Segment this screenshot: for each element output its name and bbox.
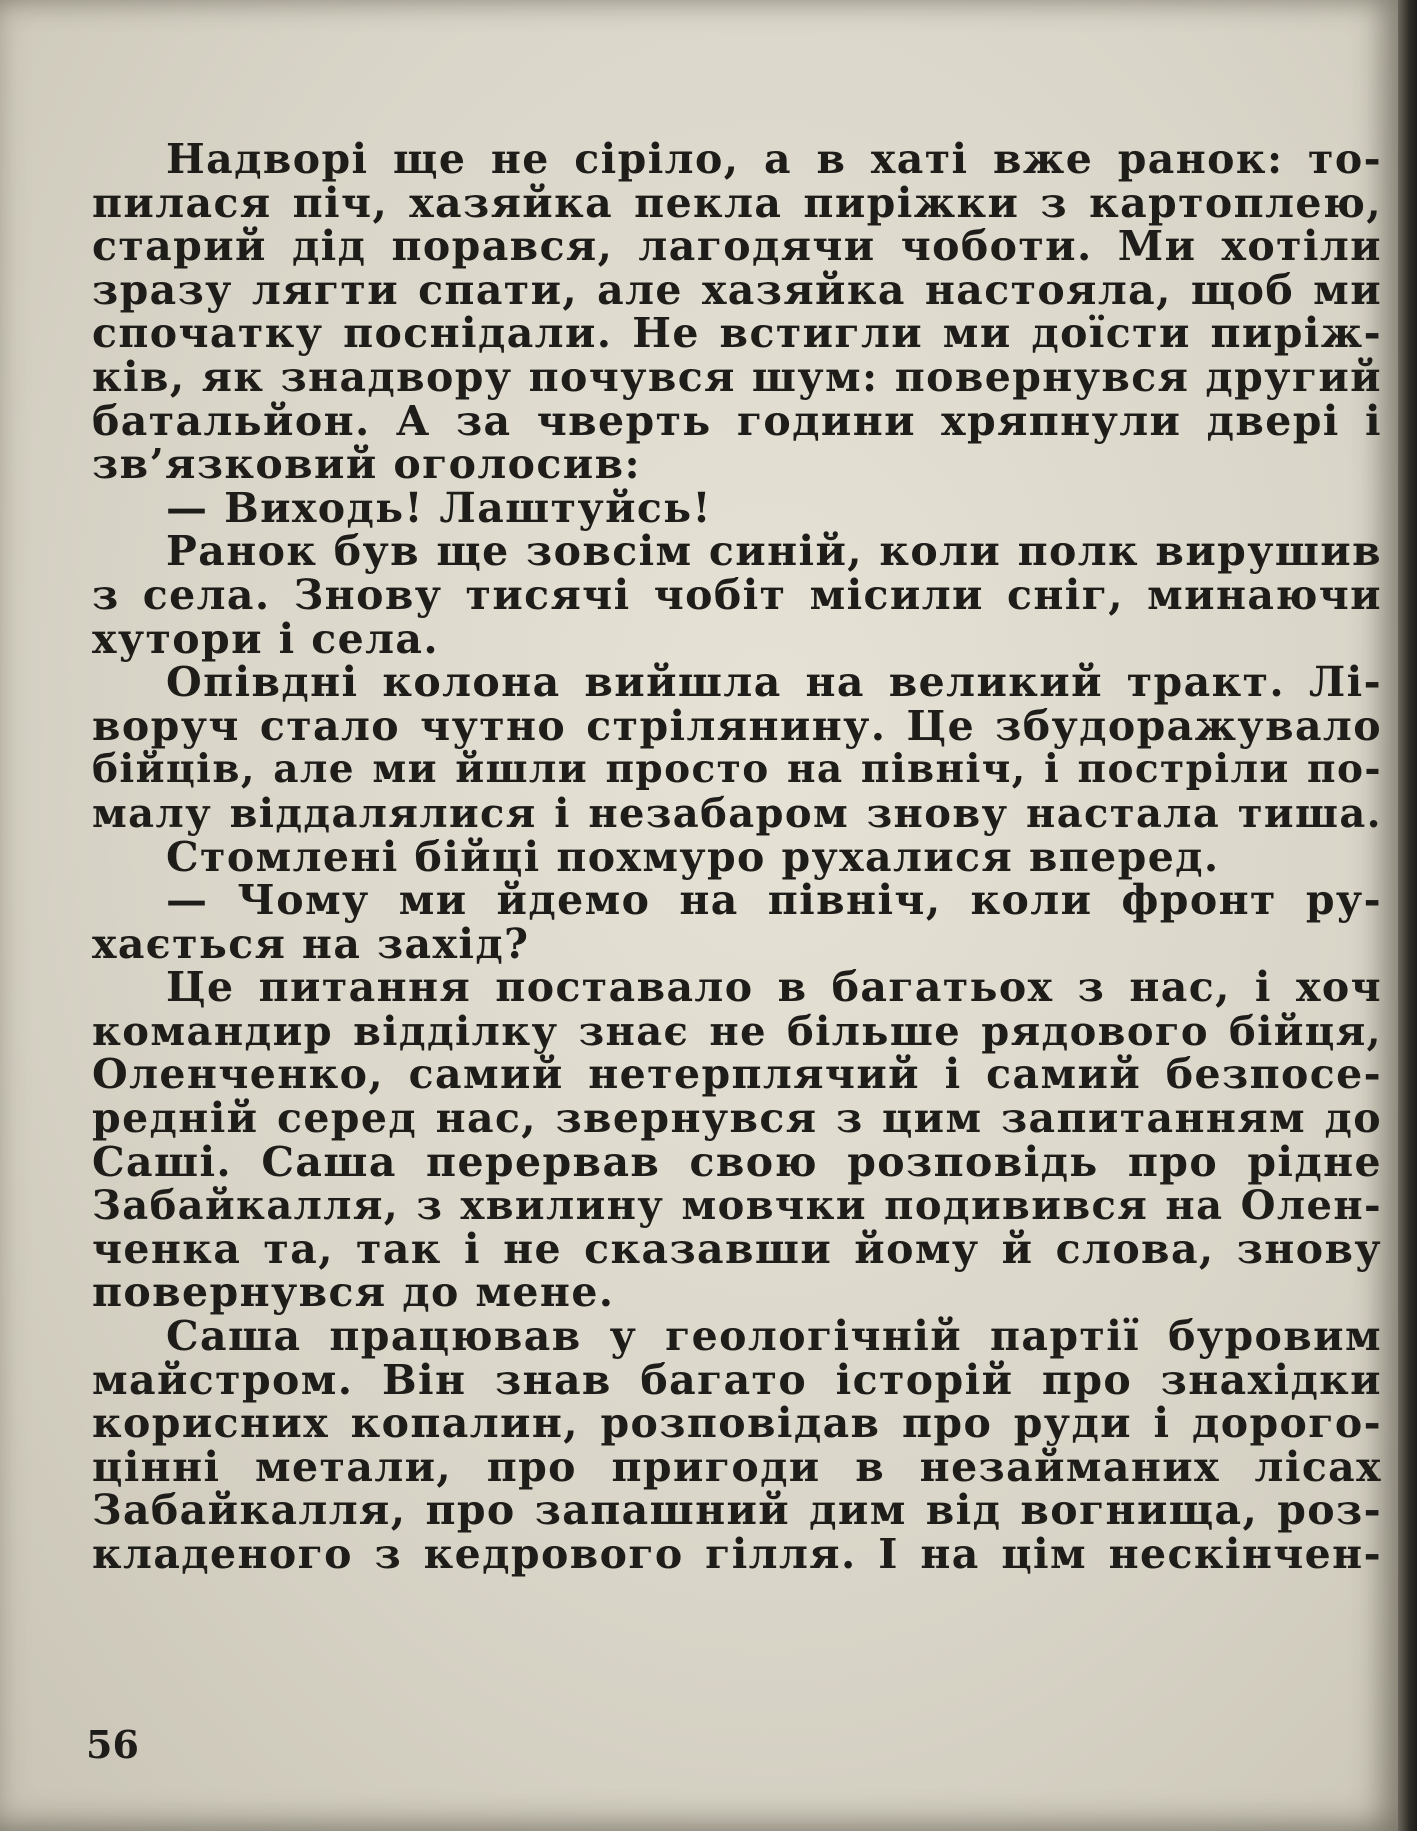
text-line: спочатку поснідали. Не встигли ми доїсти пиріж- bbox=[92, 309, 1382, 358]
text-line: старий дід порався, лагодячи чоботи. Ми хотіли bbox=[92, 222, 1382, 271]
text-line: майстром. Він знав багато історій про знахідки bbox=[92, 1355, 1382, 1404]
text-line: ченка та, так і не сказавши йому й слова, знову bbox=[92, 1224, 1382, 1273]
text-line: Оленченко, самий нетерплячий і самий безпосе- bbox=[92, 1050, 1382, 1099]
text-line: зв’язковий оголосив: bbox=[92, 440, 641, 489]
text-line: — Чому ми йдемо на північ, коли фронт ру- bbox=[166, 876, 1382, 925]
text-line: повернувся до мене. bbox=[92, 1268, 615, 1317]
text-line: пилася піч, хазяйка пекла пиріжки з картоплею, bbox=[92, 178, 1382, 227]
text-line: хається на захід? bbox=[92, 919, 530, 968]
text-line: воруч стало чутно стрілянину. Це збудоражувало bbox=[92, 701, 1382, 750]
text-line: — Виходь! Лаштуйсь! bbox=[166, 483, 712, 532]
text-line: з села. Знову тисячі чобіт місили сніг, минаючи bbox=[92, 570, 1382, 619]
text-line: зразу лягти спати, але хазяйка настояла, щоб ми bbox=[92, 265, 1382, 314]
text-line: Надворі ще не сіріло, а в хаті вже ранок: то- bbox=[166, 135, 1382, 183]
text-line: Забайкалля, про запашний дим від вогнища, роз- bbox=[92, 1486, 1382, 1535]
text-line: корисних копалин, розповідав про руди і дорого- bbox=[92, 1399, 1382, 1448]
text-line: Саші. Саша перервав свою розповідь про рідне bbox=[92, 1137, 1382, 1186]
page-number: 56 bbox=[86, 1722, 139, 1767]
text-line: малу віддалялися і незабаром знову настала тиша. bbox=[92, 789, 1382, 837]
text-line: редній серед нас, звернувся з цим запитанням до bbox=[92, 1094, 1382, 1143]
text-line: хутори і села. bbox=[92, 614, 440, 663]
text-line: бійців, але ми йшли просто на північ, і постріли по- bbox=[92, 746, 1382, 793]
text-line: Саша працював у геологічній партії буровим bbox=[166, 1312, 1382, 1361]
text-line: командир відділку знає не більше рядового бійця, bbox=[92, 1007, 1382, 1055]
text-line: цінні метали, про пригоди в незайманих лісах bbox=[92, 1442, 1382, 1491]
text-line: Ранок був ще зовсім синій, коли полк вирушив bbox=[166, 527, 1382, 576]
text-line: Це питання поставало в багатьох з нас, і хоч bbox=[166, 963, 1382, 1012]
text-line: батальйон. А за чверть години хряпнули двері і bbox=[92, 396, 1382, 445]
text-line: кладеного з кедрового гілля. І на цім нескінчен- bbox=[92, 1530, 1382, 1578]
body-text bbox=[92, 135, 1404, 1578]
page-edge-shadow bbox=[1398, 0, 1417, 1831]
text-line: Опівдні колона вийшла на великий тракт. Лі- bbox=[166, 658, 1382, 707]
text-line: ків, як знадвору почувся шум: повернувся другий bbox=[92, 352, 1382, 401]
text-line: Забайкалля, з хвилину мовчки подивився на Олен- bbox=[92, 1182, 1382, 1230]
text-line: Стомлені бійці похмуро рухалися вперед. bbox=[166, 832, 1220, 881]
